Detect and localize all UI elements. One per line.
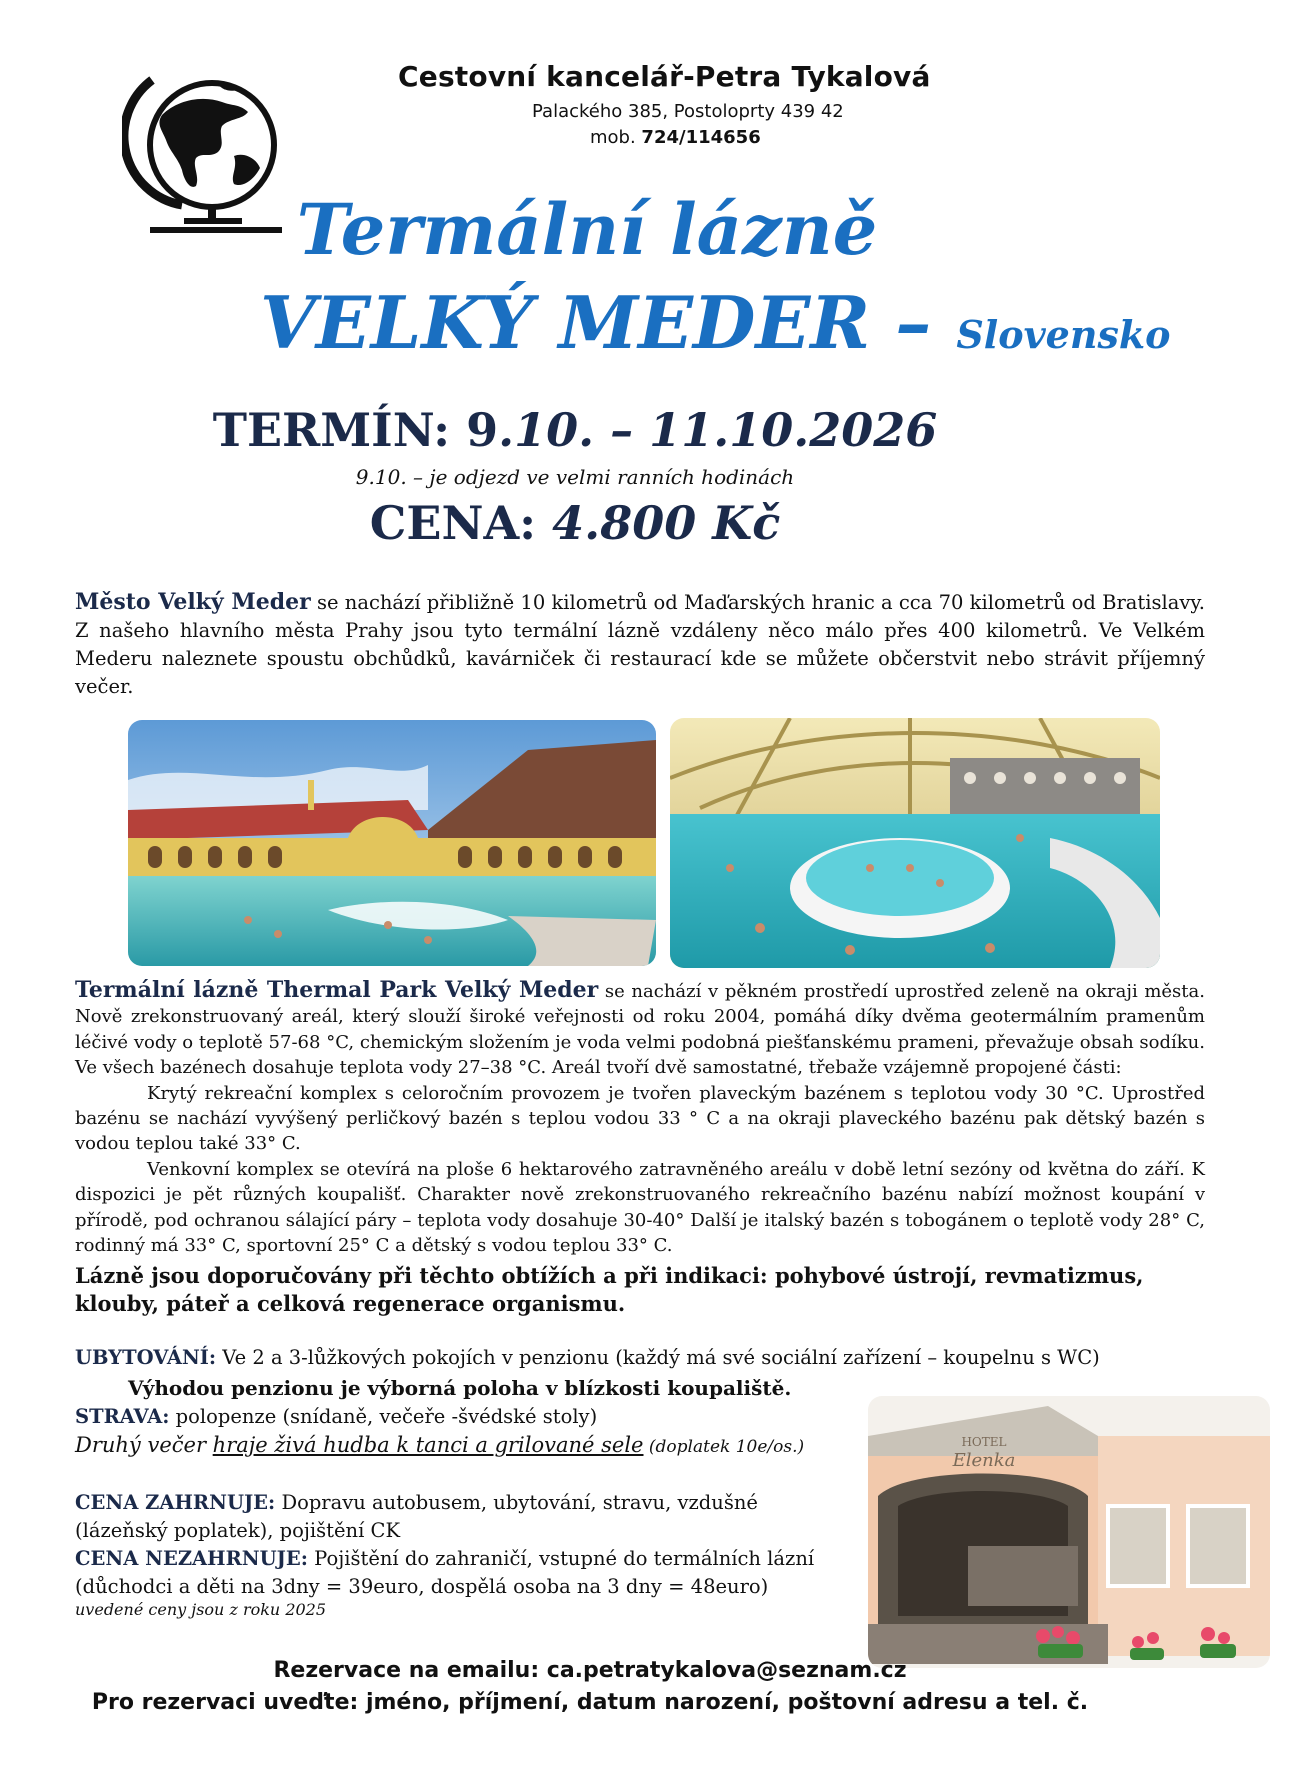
park-paragraph-1 [75,978,1205,1081]
excludes-label: CENA NEZAHRNUJE: [75,1547,308,1570]
accommodation-label: UBYTOVÁNÍ: [75,1346,217,1369]
price-excludes [75,1545,865,1600]
price-value: 4.800 Kč [552,496,781,550]
hotel-sign-line-1: HOTEL [961,1435,1007,1449]
accommodation-text: Ve 2 a 3-lůžkových pokojích v penzionu (každý má své sociální zařízení – koupelnu s WC) [216,1346,1100,1369]
food-label: STRAVA: [75,1405,170,1428]
prices-year-note: uvedené ceny jsou z roku 2025 [75,1600,327,1619]
excludes-text: Pojištění do zahraničí, vstupné do termálních lázní (důchodci a děti na 3dny = 39euro, dospělá osoba na 3 dny = 48euro) [75,1547,815,1598]
price-label: CENA: [369,496,553,550]
agency-phone [590,127,761,148]
evening-highlight: hraje živá hudba k tanci a grilované sele [212,1433,644,1457]
accommodation-note: Výhodou penzionu je výborná poloha v blízkosti koupaliště. [128,1376,792,1400]
food-text: polopenze (snídaně, večeře -švédské stoly) [169,1405,598,1428]
photo-indoor-pool [670,718,1160,968]
includes-text: Dopravu autobusem, ubytování, stravu, vzdušné (lázeňský poplatek), pojištění CK [75,1491,758,1542]
phone-number: 724/114656 [641,127,761,148]
park-indication: Lázně jsou doporučovány při těchto obtížích a při indikaci: pohybové ústrojí, revmatizmus, klouby, páteř a celková regenerace organismu. [75,1263,1144,1316]
reservation-email: Rezervace na emailu: ca.petratykalova@seznam.cz [273,1658,907,1683]
accommodation-line [75,1346,1100,1369]
intro-paragraph [75,588,1205,701]
intro-lead: Město Velký Meder [75,589,311,615]
hotel-sign-line-2: Elenka [952,1450,1016,1471]
park-description [75,978,1205,1258]
phone-prefix: mob. [590,127,642,148]
term-label: TERMÍN: 9 [212,403,499,457]
reservation-info: Pro rezervaci uveďte: jméno, příjmení, datum narození, poštovní adresu a tel. č. [91,1690,1089,1715]
price-includes [75,1489,795,1544]
includes-label: CENA ZAHRNUJE: [75,1491,276,1514]
agency-address: Palackého 385, Postoloprty 439 42 [532,101,844,122]
evening-line [75,1433,804,1457]
term-dates: .10. – 11.10.2026 [498,403,938,457]
price-heading [0,496,1220,550]
park-paragraph-2: Krytý rekreační komplex s celoročním provozem je tvořen plaveckým bazénem s teplotou vody 30 °C. Uprostřed bazénu se nachází vyvýšený perličkový bazén s teplou vodou 33 ° C a na okraji plaveckého bazénu pak dětský bazén s vodou teplou také 33° C. [75,1082,1205,1155]
food-line [75,1405,597,1428]
title-place: VELKÝ MEDER – [260,280,957,365]
term-note: 9.10. – je odjezd ve velmi ranních hodinách [355,465,795,489]
photo-hotel-elenka [868,1396,1270,1668]
title-line-1: Termální lázně [296,188,878,271]
title-line-2 [260,280,1171,365]
photo-outdoor-pool [128,720,656,966]
agency-name: Cestovní kancelář-Petra Tykalová [398,60,931,93]
park-text-1: se nachází v pěkném prostředí uprostřed zeleně na okraji města. Nově zrekonstruovaný areál, který slouží široké veřejnosti od roku 2004, pomáhá díky dvěma geotermálním pramenům léčivé vody o teplotě 57-68 °C, chemickým složením je voda velmi podobná piešťanskému prameni, převažuje obsah sodíku. Ve všech bazénech dosahuje teplota vody 27–38 °C. Areál tvoří dvě samostatné, třebaže vzájemně propojené části: [75,981,1205,1079]
evening-suffix: (doplatek 10e/os.) [643,1437,805,1457]
park-paragraph-3: Venkovní komplex se otevírá na ploše 6 hektarového zatravněného areálu v době letní sezóny od května do září. K dispozici je pět různých koupališť. Charakter nově zrekonstruovaného rekreačního bazénu nabízí možnost koupání v přírodě, pod ochranou sálající páry – teplota vody dosahuje 30-40° Další je italský bazén s tobogánem o teplotě vody 28° C, rodinný má 33° C, sportovní 25° C a dětský s vodou teplou 33° C. [75,1158,1205,1257]
term-heading [0,403,1220,457]
title-country: Slovensko [956,312,1171,357]
park-lead: Termální lázně Thermal Park Velký Meder [75,977,599,1003]
intro-text: se nachází přibližně 10 kilometrů od Maďarských hranic a cca 70 kilometrů od Bratislavy. Z našeho hlavního města Prahy jsou tyto termální lázně vzdáleny něco málo přes 400 kilometrů. Ve Velkém Mederu naleznete spoustu obchůdků, kavárniček či restaurací kde se můžete občerstvit nebo strávit příjemný večer. [75,591,1206,698]
evening-prefix: Druhý večer [75,1433,213,1457]
